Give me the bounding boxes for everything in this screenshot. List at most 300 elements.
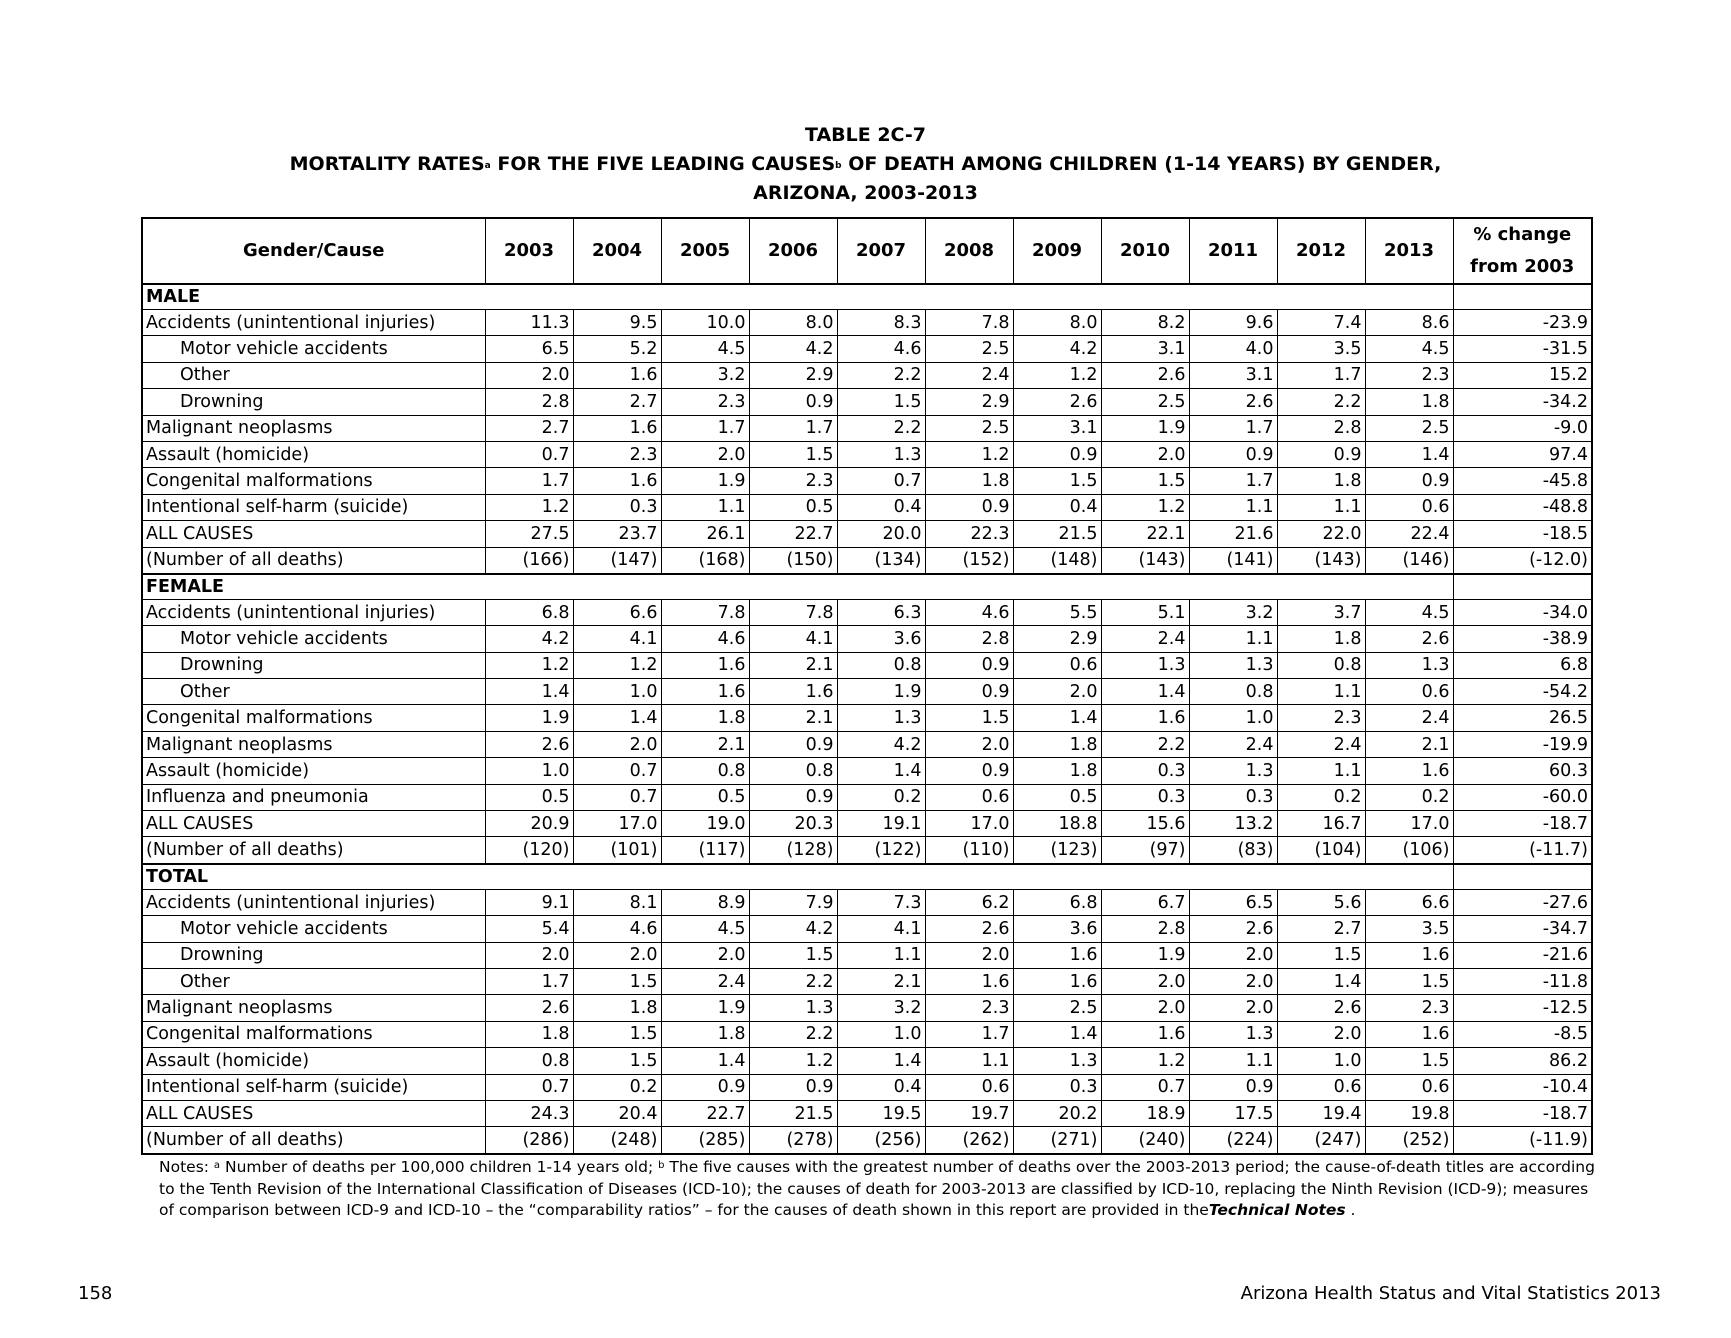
rate-cell: 2.0 bbox=[661, 942, 749, 968]
rate-cell: 0.9 bbox=[749, 731, 837, 757]
rate-cell: (166) bbox=[485, 547, 573, 574]
section-blank-cell bbox=[1013, 864, 1101, 890]
section-blank-cell bbox=[749, 284, 837, 310]
rate-cell: (248) bbox=[573, 1127, 661, 1154]
cause-label: Other bbox=[142, 362, 485, 388]
rate-cell: 1.5 bbox=[749, 942, 837, 968]
rate-cell: 20.9 bbox=[485, 811, 573, 837]
rate-cell: 6.2 bbox=[925, 889, 1013, 915]
rate-cell: 2.9 bbox=[749, 362, 837, 388]
header-year: 2006 bbox=[749, 218, 837, 284]
pct-change-cell: 86.2 bbox=[1453, 1048, 1592, 1074]
rate-cell: 19.5 bbox=[837, 1100, 925, 1126]
title-part: MORTALITY RATES bbox=[289, 153, 485, 175]
rate-cell: 6.8 bbox=[485, 599, 573, 625]
rate-cell: 0.7 bbox=[837, 468, 925, 494]
rate-cell: 1.7 bbox=[925, 1021, 1013, 1047]
rate-cell: 1.5 bbox=[1013, 468, 1101, 494]
rate-cell: 8.0 bbox=[749, 310, 837, 336]
cause-label: Congenital malformations bbox=[142, 1021, 485, 1047]
rate-cell: 1.0 bbox=[1189, 705, 1277, 731]
rate-cell: 1.5 bbox=[1365, 1048, 1453, 1074]
rate-cell: 0.6 bbox=[1277, 1074, 1365, 1100]
rate-cell: 0.6 bbox=[1365, 494, 1453, 520]
rate-cell: 2.7 bbox=[573, 389, 661, 415]
rate-cell: 1.3 bbox=[1101, 652, 1189, 678]
section-label: FEMALE bbox=[142, 574, 485, 600]
rate-cell: 0.8 bbox=[749, 758, 837, 784]
table-row bbox=[142, 494, 1592, 520]
rate-cell: 1.6 bbox=[573, 415, 661, 441]
rate-cell: 23.7 bbox=[573, 521, 661, 547]
rate-cell: (285) bbox=[661, 1127, 749, 1154]
header-pct-line1: % change bbox=[1473, 224, 1572, 245]
rate-cell: (168) bbox=[661, 547, 749, 574]
rate-cell: 16.7 bbox=[1277, 811, 1365, 837]
cause-label: Malignant neoplasms bbox=[142, 731, 485, 757]
rate-cell: 1.4 bbox=[485, 679, 573, 705]
rate-cell: 9.6 bbox=[1189, 310, 1277, 336]
cause-label: Assault (homicide) bbox=[142, 1048, 485, 1074]
table-title-block bbox=[0, 121, 1731, 208]
mortality-table bbox=[141, 217, 1593, 1155]
rate-cell: 5.1 bbox=[1101, 599, 1189, 625]
header-year: 2011 bbox=[1189, 218, 1277, 284]
rate-cell: 2.8 bbox=[925, 626, 1013, 652]
rate-cell: 1.0 bbox=[837, 1021, 925, 1047]
rate-cell: 0.8 bbox=[1277, 652, 1365, 678]
rate-cell: 1.7 bbox=[661, 415, 749, 441]
rate-cell: 1.4 bbox=[837, 1048, 925, 1074]
rate-cell: 21.6 bbox=[1189, 521, 1277, 547]
notes-prefix: Notes: bbox=[159, 1158, 214, 1176]
rate-cell: 2.0 bbox=[1189, 942, 1277, 968]
rate-cell: 2.2 bbox=[1101, 731, 1189, 757]
rate-cell: 6.8 bbox=[1013, 889, 1101, 915]
rate-cell: 1.5 bbox=[1365, 968, 1453, 994]
technical-notes-reference: Technical Notes bbox=[1208, 1201, 1346, 1219]
table-row bbox=[142, 1021, 1592, 1047]
rate-cell: 1.7 bbox=[749, 415, 837, 441]
rate-cell: 1.3 bbox=[1189, 1021, 1277, 1047]
cause-label: Influenza and pneumonia bbox=[142, 784, 485, 810]
rate-cell: 1.6 bbox=[1013, 968, 1101, 994]
rate-cell: 3.1 bbox=[1101, 336, 1189, 362]
rate-cell: 8.3 bbox=[837, 310, 925, 336]
table-title bbox=[0, 150, 1731, 179]
rate-cell: 2.1 bbox=[1365, 731, 1453, 757]
rate-cell: 2.3 bbox=[1365, 362, 1453, 388]
rate-cell: 2.7 bbox=[485, 415, 573, 441]
cause-label: Other bbox=[142, 679, 485, 705]
rate-cell: 1.8 bbox=[1013, 758, 1101, 784]
rate-cell: (146) bbox=[1365, 547, 1453, 574]
rate-cell: 1.5 bbox=[837, 389, 925, 415]
rate-cell: 4.2 bbox=[749, 336, 837, 362]
rate-cell: (256) bbox=[837, 1127, 925, 1154]
pct-change-cell: -19.9 bbox=[1453, 731, 1592, 757]
rate-cell: 0.2 bbox=[1365, 784, 1453, 810]
rate-cell: 7.3 bbox=[837, 889, 925, 915]
rate-cell: 8.2 bbox=[1101, 310, 1189, 336]
section-blank-cell bbox=[1277, 864, 1365, 890]
cause-label: ALL CAUSES bbox=[142, 521, 485, 547]
rate-cell: 2.4 bbox=[1365, 705, 1453, 731]
rate-cell: 0.8 bbox=[485, 1048, 573, 1074]
cause-label: (Number of all deaths) bbox=[142, 1127, 485, 1154]
rate-cell: (262) bbox=[925, 1127, 1013, 1154]
rate-cell: 0.7 bbox=[485, 1074, 573, 1100]
section-blank-cell bbox=[1189, 284, 1277, 310]
rate-cell: 1.8 bbox=[1365, 389, 1453, 415]
rate-cell: 1.8 bbox=[573, 995, 661, 1021]
section-blank-cell bbox=[485, 574, 573, 600]
table-row bbox=[142, 758, 1592, 784]
section-blank-cell bbox=[837, 284, 925, 310]
rate-cell: 6.5 bbox=[1189, 889, 1277, 915]
section-blank-cell bbox=[661, 574, 749, 600]
rate-cell: (83) bbox=[1189, 837, 1277, 864]
pct-change-cell: -38.9 bbox=[1453, 626, 1592, 652]
rate-cell: 1.7 bbox=[1189, 415, 1277, 441]
rate-cell: 2.6 bbox=[485, 995, 573, 1021]
section-blank-cell bbox=[925, 284, 1013, 310]
cause-label: Motor vehicle accidents bbox=[142, 916, 485, 942]
table-row bbox=[142, 1074, 1592, 1100]
rate-cell: 2.6 bbox=[1189, 916, 1277, 942]
rate-cell: 2.5 bbox=[1013, 995, 1101, 1021]
rate-cell: 0.6 bbox=[1365, 1074, 1453, 1100]
pct-change-cell: 6.8 bbox=[1453, 652, 1592, 678]
rate-cell: 2.3 bbox=[1277, 705, 1365, 731]
rate-cell: (252) bbox=[1365, 1127, 1453, 1154]
header-year: 2008 bbox=[925, 218, 1013, 284]
pct-change-cell: -34.0 bbox=[1453, 599, 1592, 625]
pct-change-cell: -31.5 bbox=[1453, 336, 1592, 362]
rate-cell: 2.5 bbox=[925, 415, 1013, 441]
rate-cell: 1.5 bbox=[573, 968, 661, 994]
rate-cell: 2.8 bbox=[485, 389, 573, 415]
rate-cell: 1.2 bbox=[749, 1048, 837, 1074]
rate-cell: 2.3 bbox=[573, 441, 661, 467]
rate-cell: (152) bbox=[925, 547, 1013, 574]
title-part: OF DEATH AMONG CHILDREN (1-14 YEARS) BY GENDER, bbox=[841, 153, 1442, 175]
rate-cell: 2.9 bbox=[1013, 626, 1101, 652]
rate-cell: 1.8 bbox=[1013, 731, 1101, 757]
rate-cell: 4.2 bbox=[1013, 336, 1101, 362]
rate-cell: 17.5 bbox=[1189, 1100, 1277, 1126]
rate-cell: 0.9 bbox=[1189, 441, 1277, 467]
rate-cell: 1.3 bbox=[1365, 652, 1453, 678]
rate-cell: 20.0 bbox=[837, 521, 925, 547]
rate-cell: 4.5 bbox=[1365, 336, 1453, 362]
table-row bbox=[142, 336, 1592, 362]
rate-cell: 2.0 bbox=[925, 731, 1013, 757]
rate-cell: 2.9 bbox=[925, 389, 1013, 415]
rate-cell: 17.0 bbox=[573, 811, 661, 837]
rate-cell: 2.2 bbox=[749, 1021, 837, 1047]
rate-cell: 2.3 bbox=[1365, 995, 1453, 1021]
table-row bbox=[142, 705, 1592, 731]
table-row bbox=[142, 652, 1592, 678]
rate-cell: 0.3 bbox=[1101, 784, 1189, 810]
header-year: 2005 bbox=[661, 218, 749, 284]
rate-cell: (110) bbox=[925, 837, 1013, 864]
rate-cell: 2.0 bbox=[573, 731, 661, 757]
section-blank-cell bbox=[837, 864, 925, 890]
rate-cell: 3.1 bbox=[1189, 362, 1277, 388]
rate-cell: 27.5 bbox=[485, 521, 573, 547]
rate-cell: 5.5 bbox=[1013, 599, 1101, 625]
cause-label: Congenital malformations bbox=[142, 705, 485, 731]
rate-cell: 1.4 bbox=[661, 1048, 749, 1074]
rate-cell: 1.6 bbox=[661, 679, 749, 705]
section-blank-cell bbox=[1365, 284, 1453, 310]
cause-label: Other bbox=[142, 968, 485, 994]
rate-cell: 1.0 bbox=[485, 758, 573, 784]
rate-cell: 0.3 bbox=[1189, 784, 1277, 810]
rate-cell: 1.4 bbox=[1277, 968, 1365, 994]
pct-change-cell: 97.4 bbox=[1453, 441, 1592, 467]
rate-cell: 20.3 bbox=[749, 811, 837, 837]
rate-cell: (97) bbox=[1101, 837, 1189, 864]
rate-cell: 1.5 bbox=[573, 1048, 661, 1074]
rate-cell: 1.6 bbox=[749, 679, 837, 705]
rate-cell: 22.4 bbox=[1365, 521, 1453, 547]
rate-cell: 1.7 bbox=[485, 968, 573, 994]
rate-cell: 22.0 bbox=[1277, 521, 1365, 547]
rate-cell: 1.6 bbox=[1365, 758, 1453, 784]
section-blank-cell bbox=[749, 864, 837, 890]
header-year: 2007 bbox=[837, 218, 925, 284]
table-row bbox=[142, 521, 1592, 547]
rate-cell: 0.4 bbox=[837, 1074, 925, 1100]
table-row bbox=[142, 310, 1592, 336]
rate-cell: 0.8 bbox=[661, 758, 749, 784]
rate-cell: 1.7 bbox=[1189, 468, 1277, 494]
cause-label: Malignant neoplasms bbox=[142, 995, 485, 1021]
rate-cell: 22.7 bbox=[661, 1100, 749, 1126]
rate-cell: 0.9 bbox=[925, 494, 1013, 520]
table-row bbox=[142, 811, 1592, 837]
rate-cell: 1.7 bbox=[1277, 362, 1365, 388]
header-year: 2010 bbox=[1101, 218, 1189, 284]
rate-cell: 7.8 bbox=[749, 599, 837, 625]
rate-cell: 2.0 bbox=[1189, 968, 1277, 994]
rate-cell: 0.9 bbox=[925, 758, 1013, 784]
rate-cell: 0.7 bbox=[573, 784, 661, 810]
rate-cell: 2.0 bbox=[485, 942, 573, 968]
rate-cell: 1.2 bbox=[573, 652, 661, 678]
rate-cell: 2.6 bbox=[1277, 995, 1365, 1021]
table-row bbox=[142, 968, 1592, 994]
pct-change-cell: -18.5 bbox=[1453, 521, 1592, 547]
pct-change-cell: (-11.7) bbox=[1453, 837, 1592, 864]
table-row bbox=[142, 995, 1592, 1021]
rate-cell: 19.4 bbox=[1277, 1100, 1365, 1126]
pct-change-cell: -54.2 bbox=[1453, 679, 1592, 705]
rate-cell: 1.6 bbox=[1365, 942, 1453, 968]
rate-cell: (147) bbox=[573, 547, 661, 574]
rate-cell: 20.4 bbox=[573, 1100, 661, 1126]
rate-cell: 1.9 bbox=[1101, 942, 1189, 968]
notes-end: . bbox=[1345, 1201, 1356, 1219]
rate-cell: 18.8 bbox=[1013, 811, 1101, 837]
rate-cell: (247) bbox=[1277, 1127, 1365, 1154]
rate-cell: 3.6 bbox=[837, 626, 925, 652]
rate-cell: 1.8 bbox=[485, 1021, 573, 1047]
table-row bbox=[142, 1127, 1592, 1154]
pct-change-cell: 60.3 bbox=[1453, 758, 1592, 784]
rate-cell: 7.9 bbox=[749, 889, 837, 915]
rate-cell: 1.3 bbox=[1189, 652, 1277, 678]
pct-change-cell: -60.0 bbox=[1453, 784, 1592, 810]
rate-cell: (143) bbox=[1277, 547, 1365, 574]
rate-cell: 0.9 bbox=[1013, 441, 1101, 467]
pct-change-cell: (-11.9) bbox=[1453, 1127, 1592, 1154]
cause-label: Accidents (unintentional injuries) bbox=[142, 599, 485, 625]
rate-cell: 0.7 bbox=[573, 758, 661, 784]
rate-cell: 21.5 bbox=[749, 1100, 837, 1126]
header-year: 2013 bbox=[1365, 218, 1453, 284]
table-header-row bbox=[142, 218, 1592, 284]
section-label: MALE bbox=[142, 284, 485, 310]
rate-cell: (117) bbox=[661, 837, 749, 864]
rate-cell: 0.9 bbox=[1189, 1074, 1277, 1100]
cause-label: (Number of all deaths) bbox=[142, 837, 485, 864]
rate-cell: 1.1 bbox=[1189, 494, 1277, 520]
pct-change-cell: -45.8 bbox=[1453, 468, 1592, 494]
rate-cell: 6.7 bbox=[1101, 889, 1189, 915]
rate-cell: 4.6 bbox=[661, 626, 749, 652]
rate-cell: 2.6 bbox=[1013, 389, 1101, 415]
rate-cell: 1.6 bbox=[573, 362, 661, 388]
rate-cell: 1.9 bbox=[485, 705, 573, 731]
rate-cell: 9.5 bbox=[573, 310, 661, 336]
rate-cell: 2.0 bbox=[661, 441, 749, 467]
rate-cell: 2.3 bbox=[661, 389, 749, 415]
table-row bbox=[142, 837, 1592, 864]
rate-cell: 0.5 bbox=[485, 784, 573, 810]
rate-cell: 1.0 bbox=[1277, 1048, 1365, 1074]
section-blank-cell bbox=[573, 864, 661, 890]
rate-cell: 19.7 bbox=[925, 1100, 1013, 1126]
rate-cell: 0.2 bbox=[1277, 784, 1365, 810]
cause-label: Intentional self-harm (suicide) bbox=[142, 1074, 485, 1100]
rate-cell: 1.4 bbox=[837, 758, 925, 784]
note-marker-a: a bbox=[213, 1160, 221, 1171]
header-year: 2003 bbox=[485, 218, 573, 284]
rate-cell: (104) bbox=[1277, 837, 1365, 864]
rate-cell: 4.1 bbox=[573, 626, 661, 652]
rate-cell: 0.6 bbox=[925, 784, 1013, 810]
section-blank-cell bbox=[1277, 284, 1365, 310]
pct-change-cell: -48.8 bbox=[1453, 494, 1592, 520]
rate-cell: 8.0 bbox=[1013, 310, 1101, 336]
rate-cell: 1.1 bbox=[661, 494, 749, 520]
rate-cell: (101) bbox=[573, 837, 661, 864]
rate-cell: (271) bbox=[1013, 1127, 1101, 1154]
table-row bbox=[142, 942, 1592, 968]
rate-cell: (134) bbox=[837, 547, 925, 574]
rate-cell: (120) bbox=[485, 837, 573, 864]
rate-cell: 1.8 bbox=[1277, 626, 1365, 652]
rate-cell: 0.3 bbox=[573, 494, 661, 520]
rate-cell: 0.2 bbox=[573, 1074, 661, 1100]
cause-label: Drowning bbox=[142, 942, 485, 968]
rate-cell: 3.2 bbox=[837, 995, 925, 1021]
rate-cell: 6.6 bbox=[1365, 889, 1453, 915]
rate-cell: (278) bbox=[749, 1127, 837, 1154]
rate-cell: 0.5 bbox=[661, 784, 749, 810]
rate-cell: 0.9 bbox=[749, 389, 837, 415]
rate-cell: 3.5 bbox=[1277, 336, 1365, 362]
rate-cell: 0.8 bbox=[1189, 679, 1277, 705]
rate-cell: 26.1 bbox=[661, 521, 749, 547]
rate-cell: 1.6 bbox=[1101, 1021, 1189, 1047]
rate-cell: 0.5 bbox=[749, 494, 837, 520]
rate-cell: 2.2 bbox=[1277, 389, 1365, 415]
rate-cell: 2.8 bbox=[1101, 916, 1189, 942]
rate-cell: 22.3 bbox=[925, 521, 1013, 547]
rate-cell: 1.6 bbox=[1101, 705, 1189, 731]
table-row bbox=[142, 362, 1592, 388]
section-label: TOTAL bbox=[142, 864, 485, 890]
rate-cell: 0.9 bbox=[925, 652, 1013, 678]
rate-cell: 0.2 bbox=[837, 784, 925, 810]
table-notes bbox=[159, 1157, 1599, 1222]
section-blank-cell bbox=[1101, 574, 1189, 600]
cause-label: ALL CAUSES bbox=[142, 1100, 485, 1126]
rate-cell: 3.5 bbox=[1365, 916, 1453, 942]
rate-cell: 2.2 bbox=[837, 362, 925, 388]
section-blank-cell bbox=[1101, 864, 1189, 890]
rate-cell: 19.0 bbox=[661, 811, 749, 837]
rate-cell: 1.2 bbox=[485, 494, 573, 520]
rate-cell: (128) bbox=[749, 837, 837, 864]
rate-cell: 8.9 bbox=[661, 889, 749, 915]
rate-cell: 2.2 bbox=[837, 415, 925, 441]
rate-cell: 2.4 bbox=[925, 362, 1013, 388]
cause-label: Accidents (unintentional injuries) bbox=[142, 889, 485, 915]
rate-cell: 3.1 bbox=[1013, 415, 1101, 441]
rate-cell: 0.9 bbox=[749, 784, 837, 810]
rate-cell: 1.1 bbox=[925, 1048, 1013, 1074]
rate-cell: 2.0 bbox=[1013, 679, 1101, 705]
rate-cell: 2.1 bbox=[749, 705, 837, 731]
cause-label: Malignant neoplasms bbox=[142, 415, 485, 441]
rate-cell: 1.2 bbox=[1013, 362, 1101, 388]
rate-cell: 2.5 bbox=[1101, 389, 1189, 415]
rate-cell: 11.3 bbox=[485, 310, 573, 336]
rate-cell: 0.3 bbox=[1013, 1074, 1101, 1100]
header-pct-line2: from 2003 bbox=[1470, 256, 1575, 277]
section-blank-cell bbox=[837, 574, 925, 600]
rate-cell: 1.1 bbox=[1189, 626, 1277, 652]
rate-cell: 5.6 bbox=[1277, 889, 1365, 915]
table-row bbox=[142, 415, 1592, 441]
section-blank-cell bbox=[1189, 574, 1277, 600]
table-row bbox=[142, 731, 1592, 757]
rate-cell: 4.1 bbox=[837, 916, 925, 942]
rate-cell: 1.4 bbox=[1013, 1021, 1101, 1047]
rate-cell: 1.1 bbox=[1277, 758, 1365, 784]
rate-cell: 4.5 bbox=[1365, 599, 1453, 625]
cause-label: Assault (homicide) bbox=[142, 441, 485, 467]
publication-title: Arizona Health Status and Vital Statistics 2013 bbox=[1240, 1283, 1661, 1304]
rate-cell: 9.1 bbox=[485, 889, 573, 915]
rate-cell: 2.4 bbox=[661, 968, 749, 994]
